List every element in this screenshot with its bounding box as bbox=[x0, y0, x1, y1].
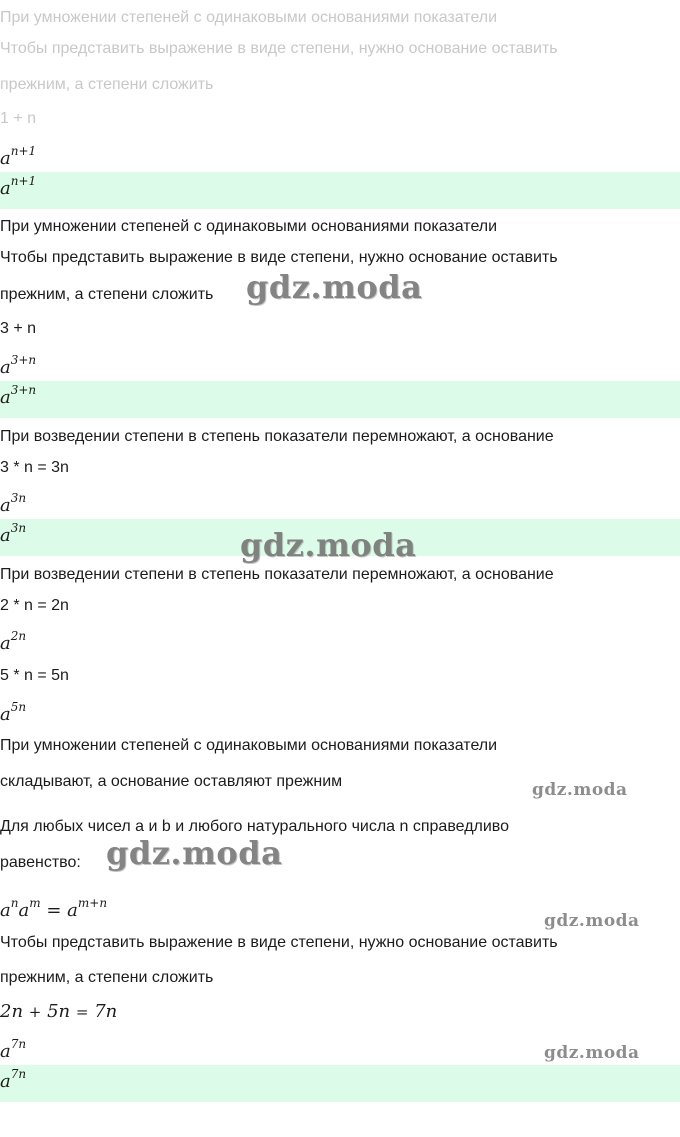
text-line: прежним, а степени сложить bbox=[0, 969, 214, 986]
text-line: 2 * n = 2n bbox=[0, 597, 69, 614]
watermark-logo: gdz.moda bbox=[240, 526, 417, 564]
answer-highlight bbox=[0, 172, 680, 209]
text-line: равенство: bbox=[0, 854, 81, 871]
math-expression: $a^{2n}$ bbox=[0, 629, 27, 654]
text-line: При умножении степеней с одинаковыми основаниями показатели bbox=[0, 9, 498, 26]
text-line: При возведении степени в степень показатели перемножают, а основание bbox=[0, 566, 554, 583]
text-line: Чтобы представить выражение в виде степени, нужно основание оставить bbox=[0, 934, 558, 951]
text-line: прежним, а степени сложить bbox=[0, 76, 214, 93]
text-line: Для любых чисел a и b и любого натурального числа n справедливо bbox=[0, 818, 510, 835]
text-line: 5 * n = 5n bbox=[0, 667, 69, 684]
answer-expression: $a^{7n}$ bbox=[0, 1067, 27, 1092]
formula: 2n + 5n = 7n bbox=[0, 1001, 118, 1022]
watermark-logo: gdz.moda bbox=[106, 834, 283, 872]
formula: $a^na^m = a^{m+n}$ bbox=[0, 896, 108, 921]
math-expression: $a^{3+n}$ bbox=[0, 353, 37, 378]
math-expression: $a^{5n}$ bbox=[0, 700, 27, 725]
math-expression: $a^{7n}$ bbox=[0, 1037, 27, 1062]
answer-expression: $a^{3n}$ bbox=[0, 521, 27, 546]
text-line: прежним, а степени сложить bbox=[0, 286, 214, 303]
text-line: 3 + n bbox=[0, 320, 37, 337]
answer-highlight bbox=[0, 1065, 680, 1102]
watermark-logo: gdz.moda bbox=[246, 268, 423, 306]
answer-highlight bbox=[0, 381, 680, 418]
text-line: Чтобы представить выражение в виде степени, нужно основание оставить bbox=[0, 40, 558, 57]
watermark-logo: gdz.moda bbox=[532, 780, 628, 800]
text-line: При умножении степеней с одинаковыми основаниями показатели bbox=[0, 218, 498, 235]
text-line: При возведении степени в степень показатели перемножают, а основание bbox=[0, 428, 554, 445]
watermark-logo: gdz.moda bbox=[544, 1043, 640, 1063]
answer-expression: $a^{3+n}$ bbox=[0, 383, 37, 408]
math-expression: $a^{n+1}$ bbox=[0, 144, 37, 169]
answer-expression: $a^{n+1}$ bbox=[0, 174, 37, 199]
text-line: Чтобы представить выражение в виде степени, нужно основание оставить bbox=[0, 249, 558, 266]
watermark-logo: gdz.moda bbox=[544, 911, 640, 931]
text-line: При умножении степеней с одинаковыми основаниями показатели bbox=[0, 737, 498, 754]
text-line: 3 * n = 3n bbox=[0, 459, 69, 476]
text-line: 1 + n bbox=[0, 110, 37, 127]
text-line: складывают, а основание оставляют прежним bbox=[0, 773, 343, 790]
math-expression: $a^{3n}$ bbox=[0, 491, 27, 516]
